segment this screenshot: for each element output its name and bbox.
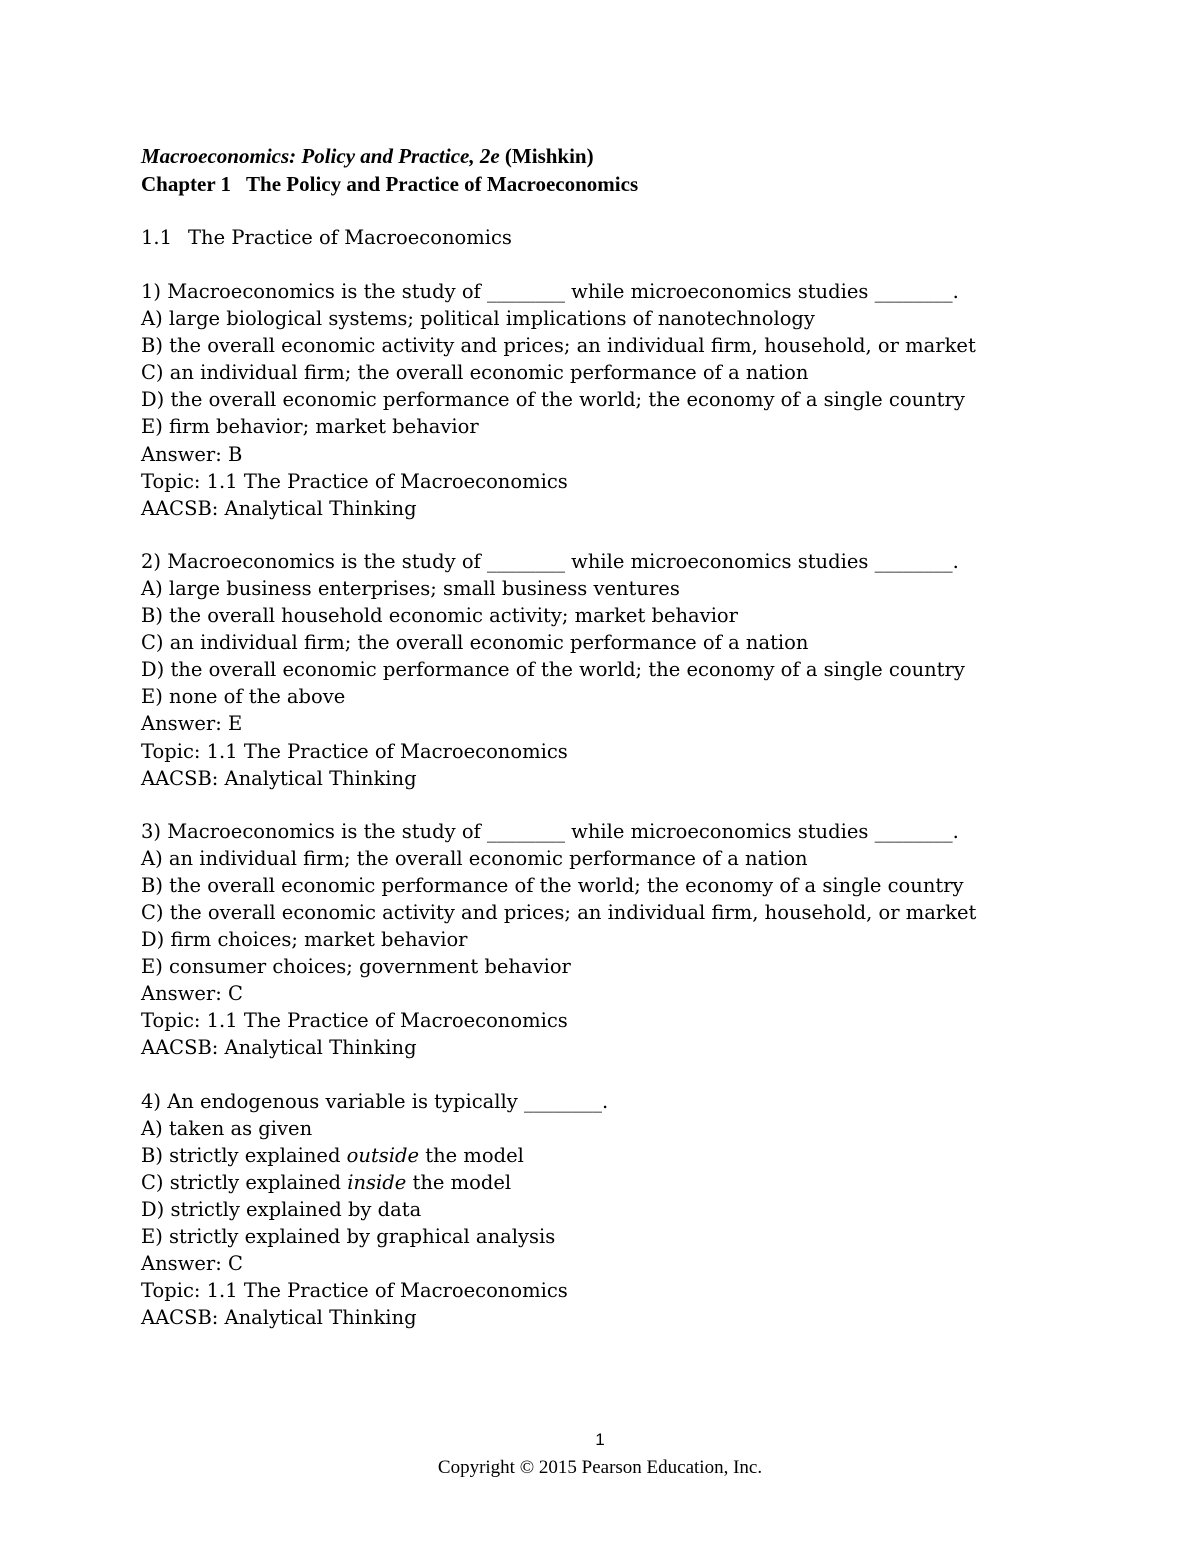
question-option-e: E) consumer choices; government behavior bbox=[141, 955, 571, 979]
question-4 bbox=[141, 1088, 1101, 1332]
option-text: B) strictly explained bbox=[141, 1143, 347, 1167]
page-number: 1 bbox=[595, 1430, 605, 1449]
question-option-d: D) the overall economic performance of the world; the economy of a single country bbox=[141, 658, 965, 682]
question-option-c: C) the overall economic activity and prices; an individual firm, household, or market bbox=[141, 900, 977, 924]
question-stem: 1) Macroeconomics is the study of ________ while microeconomics studies ________. bbox=[141, 280, 959, 303]
question-stem: 2) Macroeconomics is the study of ________ while microeconomics studies ________. bbox=[141, 549, 959, 573]
question-answer: Answer: C bbox=[141, 1252, 243, 1276]
question-answer: Answer: B bbox=[141, 442, 243, 466]
chapter-title: The Policy and Practice of Macroeconomics bbox=[246, 172, 639, 196]
question-option-c: C) an individual firm; the overall economic performance of a nation bbox=[141, 631, 809, 655]
question-option-b bbox=[141, 1142, 1101, 1169]
question-option-b: B) the overall economic performance of the world; the economy of a single country bbox=[141, 873, 964, 897]
question-option-a: A) large biological systems; political implications of nanotechnology bbox=[141, 307, 815, 331]
question-option-a: A) an individual firm; the overall economic performance of a nation bbox=[141, 846, 808, 870]
question-option-b: B) the overall economic activity and prices; an individual firm, household, or market bbox=[141, 334, 976, 358]
question-option-d: D) firm choices; market behavior bbox=[141, 928, 468, 952]
copyright-notice: Copyright © 2015 Pearson Education, Inc. bbox=[437, 1457, 763, 1478]
question-aacsb: AACSB: Analytical Thinking bbox=[141, 1036, 417, 1060]
question-option-d: D) strictly explained by data bbox=[141, 1197, 422, 1221]
section-heading bbox=[141, 224, 1101, 252]
question-option-e: E) none of the above bbox=[141, 685, 346, 709]
book-author: (Mishkin) bbox=[504, 144, 594, 168]
question-aacsb: AACSB: Analytical Thinking bbox=[141, 1306, 417, 1330]
question-aacsb: AACSB: Analytical Thinking bbox=[141, 496, 417, 520]
question-option-c bbox=[141, 1169, 1101, 1196]
question-topic: Topic: 1.1 The Practice of Macroeconomics bbox=[141, 469, 568, 493]
question-stem: 3) Macroeconomics is the study of ________ while microeconomics studies ________. bbox=[141, 819, 959, 843]
question-option-e: E) firm behavior; market behavior bbox=[141, 415, 479, 439]
option-text: the model bbox=[419, 1143, 524, 1167]
question-aacsb: AACSB: Analytical Thinking bbox=[141, 766, 417, 790]
option-text: the model bbox=[406, 1170, 512, 1194]
question-1 bbox=[141, 278, 1101, 522]
chapter-number: Chapter 1 bbox=[141, 172, 232, 196]
option-emphasis: outside bbox=[346, 1143, 420, 1167]
option-emphasis: inside bbox=[347, 1170, 407, 1194]
question-stem: 4) An endogenous variable is typically ________. bbox=[141, 1089, 609, 1113]
question-answer: Answer: E bbox=[141, 712, 243, 736]
question-option-b: B) the overall household economic activity; market behavior bbox=[141, 604, 738, 628]
question-topic: Topic: 1.1 The Practice of Macroeconomics bbox=[141, 1279, 568, 1303]
question-option-a: A) taken as given bbox=[141, 1116, 313, 1140]
question-3 bbox=[141, 818, 1101, 1062]
book-title: Macroeconomics: Policy and Practice, 2e bbox=[141, 144, 500, 168]
chapter-heading bbox=[141, 170, 1101, 198]
book-title-line bbox=[141, 142, 1101, 170]
section-number: 1.1 bbox=[141, 226, 173, 249]
question-option-e: E) strictly explained by graphical analysis bbox=[141, 1225, 556, 1248]
question-topic: Topic: 1.1 The Practice of Macroeconomics bbox=[141, 1009, 568, 1033]
question-2 bbox=[141, 548, 1101, 792]
question-topic: Topic: 1.1 The Practice of Macroeconomics bbox=[141, 739, 568, 763]
question-option-a: A) large business enterprises; small business ventures bbox=[141, 576, 680, 600]
question-option-c: C) an individual firm; the overall economic performance of a nation bbox=[141, 361, 809, 385]
question-option-d: D) the overall economic performance of the world; the economy of a single country bbox=[141, 388, 965, 412]
option-text: C) strictly explained bbox=[141, 1170, 348, 1194]
question-answer: Answer: C bbox=[141, 982, 243, 1006]
section-title: The Practice of Macroeconomics bbox=[188, 226, 512, 249]
page-content bbox=[141, 142, 1101, 1331]
